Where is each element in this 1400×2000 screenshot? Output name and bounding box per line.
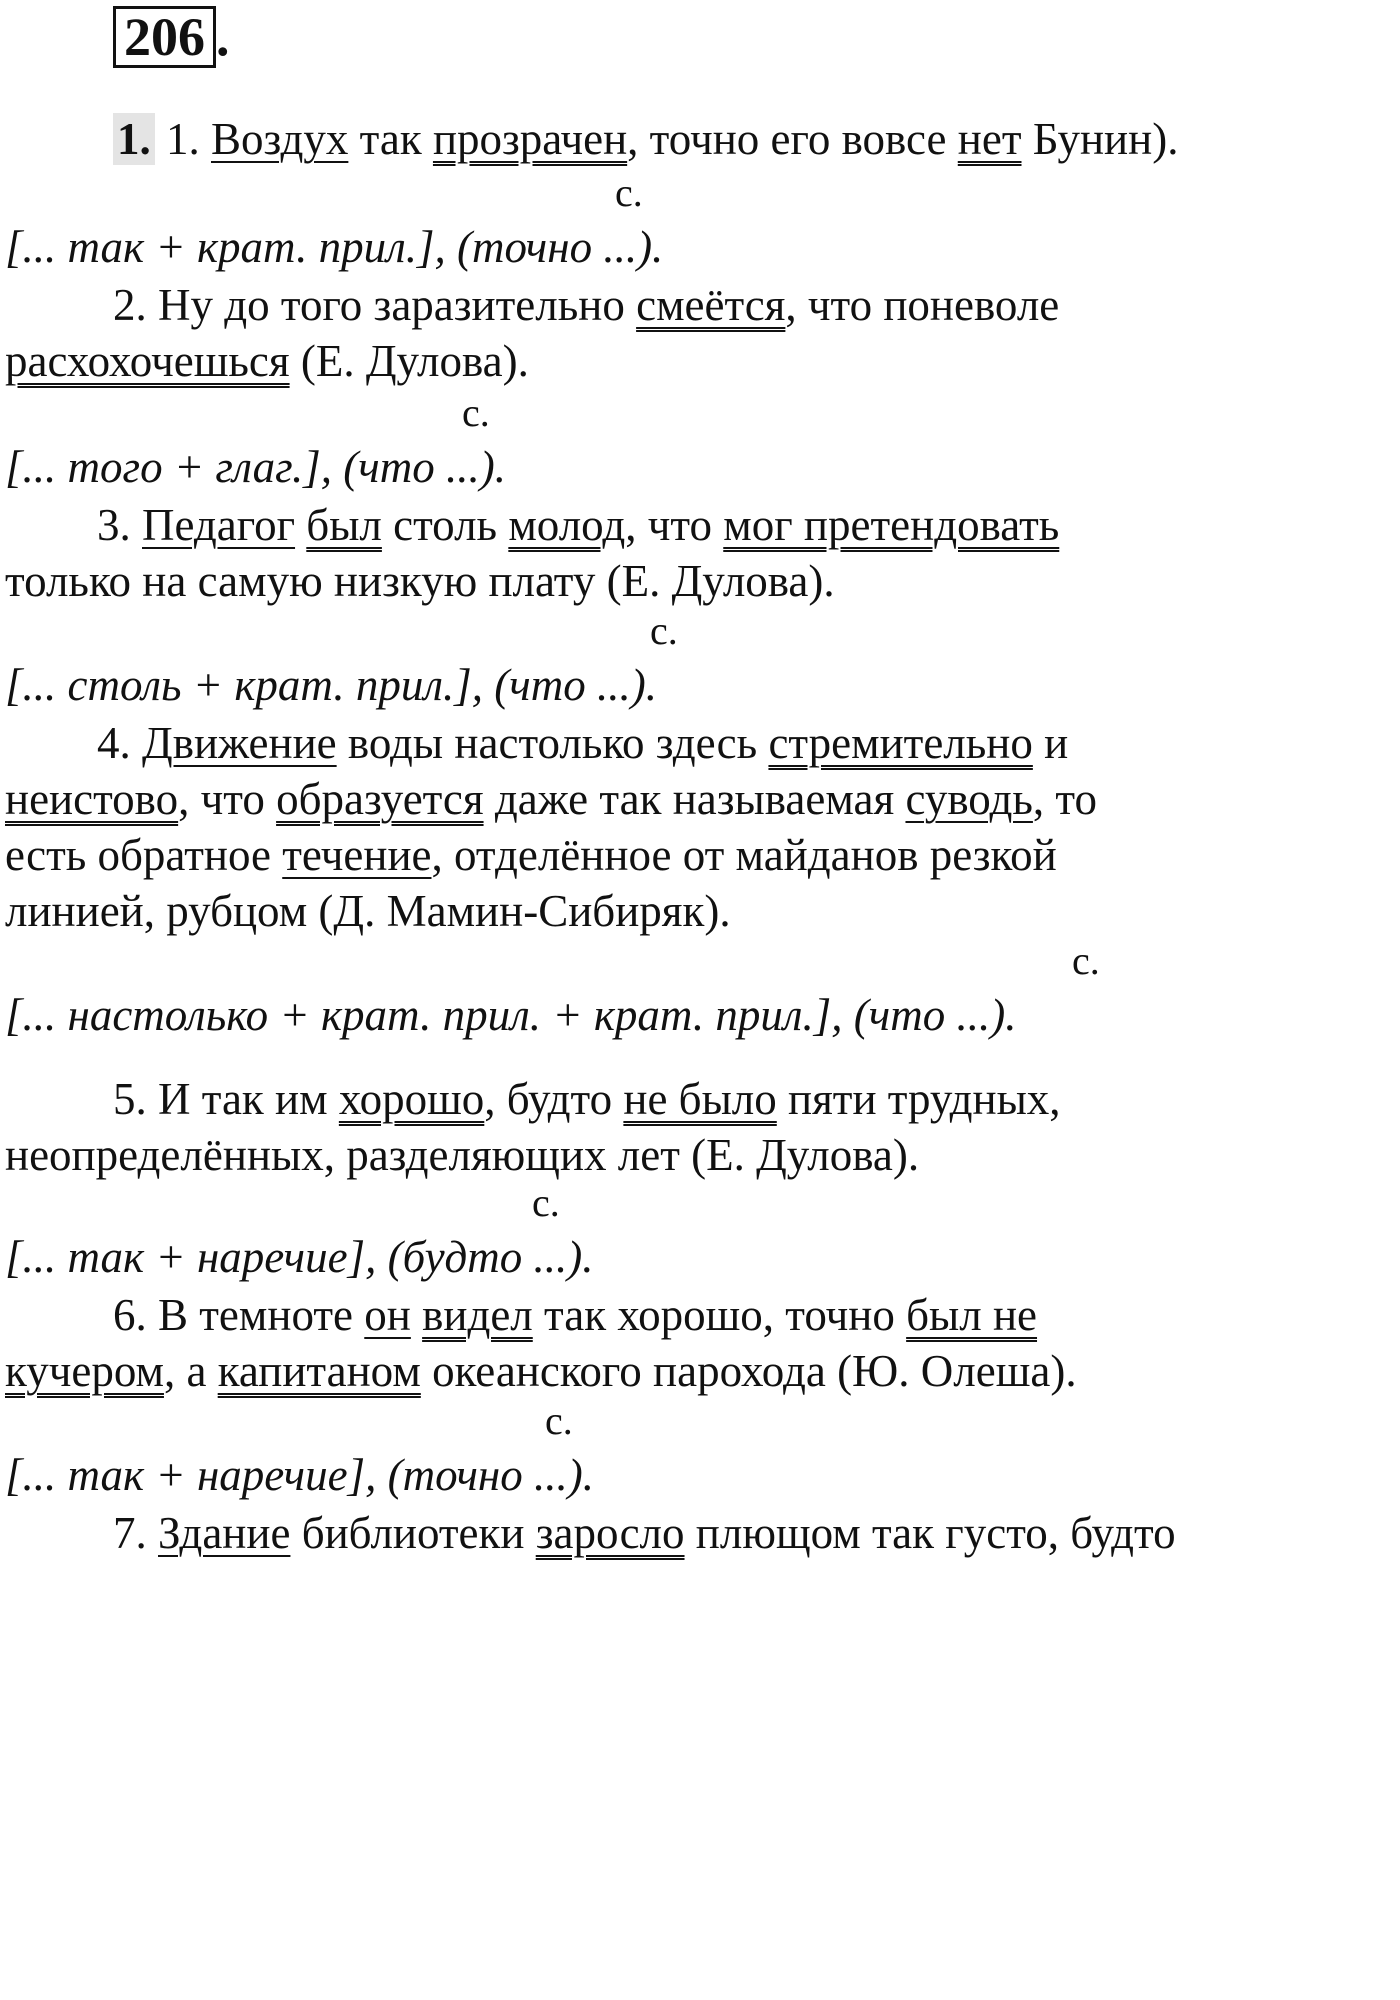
sentence-5-line-2: неопределённых, разделяющих лет (Е. Дулова). [5, 1130, 920, 1180]
sentence-4-line-3: есть обратное течение, отделённое от майданов резкой [5, 830, 1057, 880]
conjunction-marker: с. [462, 390, 490, 435]
predicate: образуется [276, 774, 484, 824]
sentence-6-scheme: [... так + наречие], (точно ...). [5, 1450, 594, 1500]
sentence-4-line-2: неистово, что образуется даже так называемая суводь, то [5, 774, 1097, 824]
predicate: был [306, 500, 382, 550]
conjunction-marker: с. [532, 1180, 560, 1225]
subject: течение [282, 830, 432, 880]
predicate: не было [623, 1074, 777, 1124]
subject: суводь [905, 774, 1033, 824]
subject: Воздух [211, 114, 349, 164]
sentence-4-line-1: 4. Движение воды настолько здесь стремительно и [97, 718, 1069, 768]
predicate: смеётся [636, 280, 786, 330]
predicate: молод [508, 500, 626, 550]
subject: он [364, 1290, 411, 1340]
sentence-2-line-2: расхохочешься (Е. Дулова). [5, 336, 529, 386]
sentence-6-line-1: 6. В темноте он видел так хорошо, точно был не [113, 1290, 1038, 1340]
sentence-2-scheme: [... того + глаг.], (что ...). [5, 442, 506, 492]
predicate: заросло [535, 1508, 685, 1558]
predicate: капитаном [217, 1346, 421, 1396]
sentence-3-line-2: только на самую низкую плату (Е. Дулова). [5, 556, 835, 606]
part-label: 1. [113, 113, 155, 165]
sentence-4-line-4: линией, рубцом (Д. Мамин-Сибиряк). [5, 886, 731, 936]
predicate: был не [906, 1290, 1038, 1340]
subject: Движение [142, 718, 337, 768]
predicate: неистово [5, 774, 179, 824]
predicate: хорошо [338, 1074, 485, 1124]
exercise-number-box: 206 [113, 6, 216, 68]
sentence-3-line-1: 3. Педагог был столь молод, что мог претендовать [97, 500, 1060, 550]
predicate: нет [957, 114, 1022, 164]
sentence-1-scheme: [... так + крат. прил.], (точно ...). [5, 222, 664, 272]
conjunction-marker: с. [545, 1398, 573, 1443]
predicate: видел [422, 1290, 533, 1340]
predicate: кучером [5, 1346, 164, 1396]
sentence-5-scheme: [... так + наречие], (будто ...). [5, 1232, 594, 1282]
conjunction-marker: с. [1072, 938, 1100, 983]
exercise-number: 206 . [113, 5, 230, 69]
predicate: прозрачен [432, 114, 628, 164]
sentence-6-line-2: кучером, а капитаном океанского парохода (Ю. Олеша). [5, 1346, 1077, 1396]
sentence-2-line-1: 2. Ну до того заразительно смеётся, что поневоле [113, 280, 1060, 330]
predicate: мог претендовать [723, 500, 1060, 550]
subject: Здание [158, 1508, 291, 1558]
sentence-1-line-1: 1. 1. Воздух так прозрачен, точно его вовсе нет Бунин). [5, 110, 1395, 168]
sentence-3-scheme: [... столь + крат. прил.], (что ...). [5, 660, 657, 710]
predicate: стремительно [768, 718, 1033, 768]
predicate: расхохочешься [5, 336, 290, 386]
conjunction-marker: с. [615, 170, 643, 215]
conjunction-marker: с. [650, 608, 678, 653]
subject: Педагог [142, 500, 296, 550]
sentence-7-line-1: 7. Здание библиотеки заросло плющом так густо, будто [113, 1508, 1176, 1558]
sentence-4-scheme: [... настолько + крат. прил. + крат. прил.], (что ...). [5, 990, 1017, 1040]
sentence-5-line-1: 5. И так им хорошо, будто не было пяти трудных, [113, 1074, 1061, 1124]
